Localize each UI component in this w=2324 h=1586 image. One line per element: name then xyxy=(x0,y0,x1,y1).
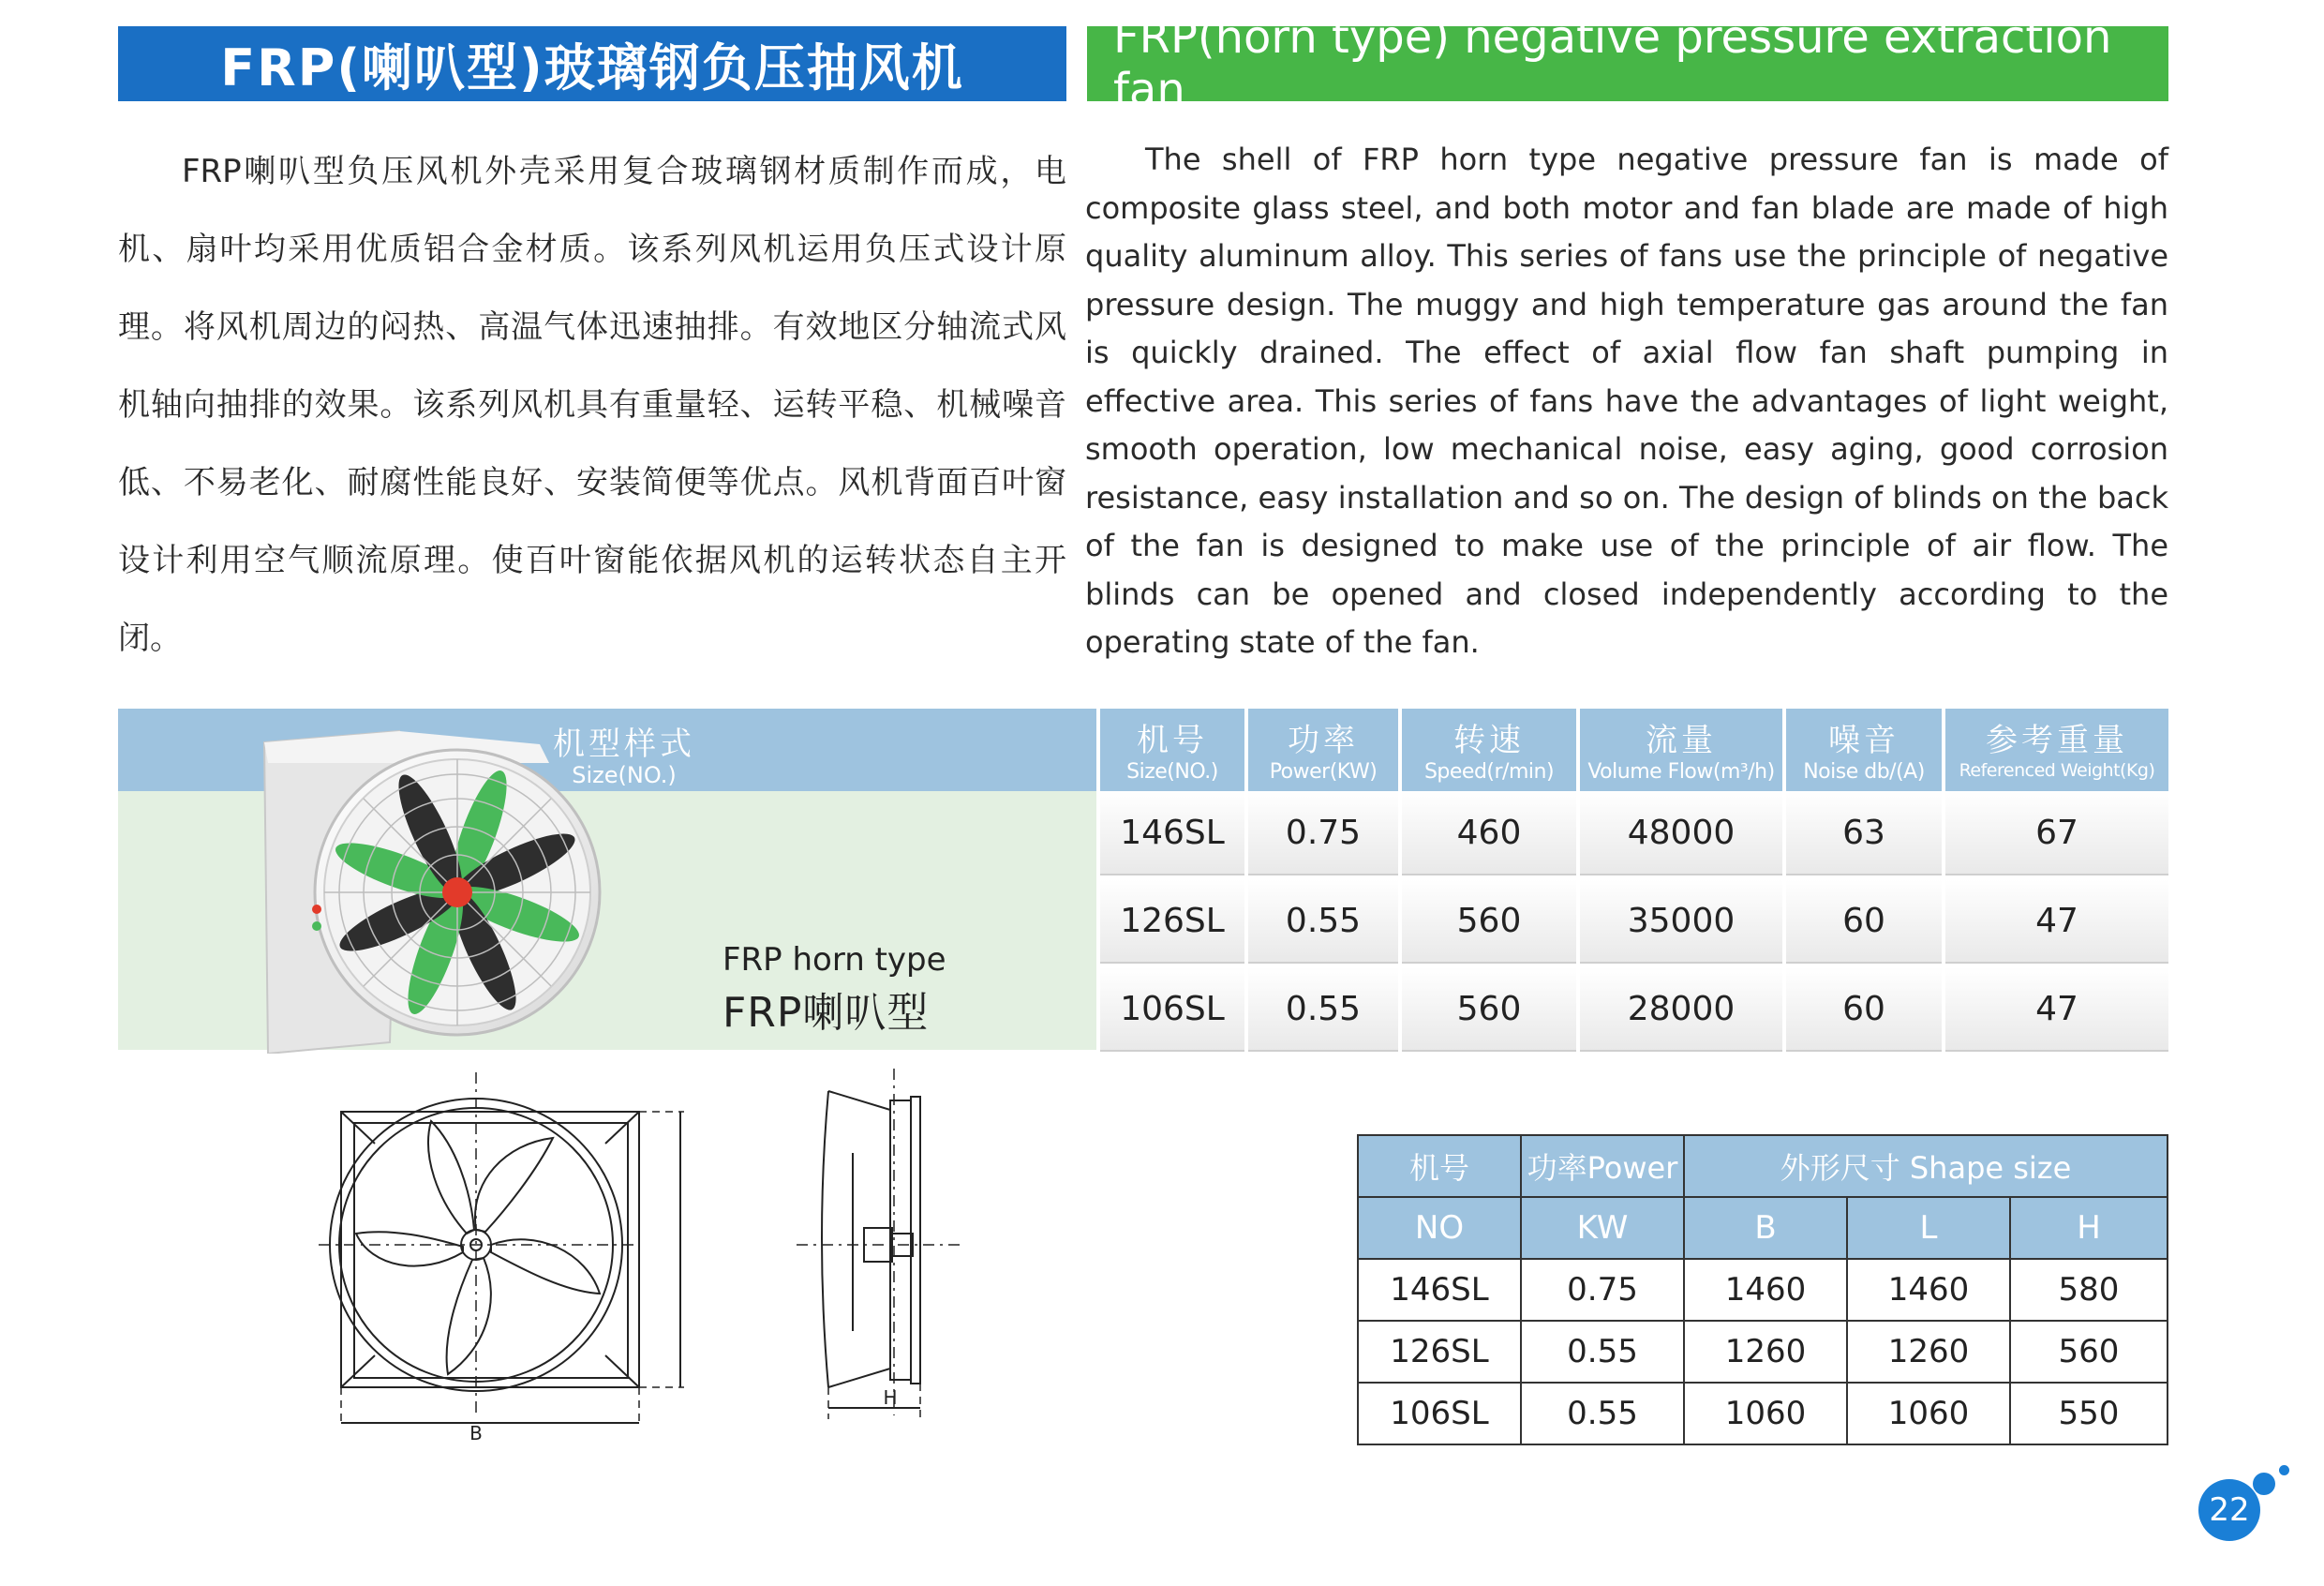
subheader-cell: H xyxy=(2010,1197,2168,1259)
title-english: FRP(horn type) negative pressure extraction fan xyxy=(1087,26,2168,101)
fan-caption-en: FRP horn type xyxy=(723,941,946,979)
subheader-cell: NO xyxy=(1358,1197,1521,1259)
table-cell: 146SL xyxy=(1358,1259,1521,1321)
table-cell: 0.55 xyxy=(1248,967,1398,1052)
table-cell: 60 xyxy=(1786,879,1942,964)
fan-caption-cn: FRP喇叭型 xyxy=(723,989,930,1037)
intro-chinese: FRP喇叭型负压风机外壳采用复合玻璃钢材质制作而成，电机、扇叶均采用优质铝合金材质。该系列风机运用负压式设计原理。将风机周边的闷热、高温气体迅速抽排。有效地区分轴流式风机轴向抽排的效果。该系列风机具有重量轻、运转平稳、机械噪音低、不易老化、耐腐性能良好、安装简便等优点。风机背面百叶窗设计利用空气顺流原理。使百叶窗能依据风机的运转状态自主开闭。 xyxy=(118,153,1066,657)
col-noise xyxy=(1786,709,1942,1050)
table-cell: 580 xyxy=(2010,1259,2168,1321)
header-shape-size: 外形尺寸 Shape size xyxy=(1684,1135,2168,1197)
intro-english: The shell of FRP horn type negative pressure fan is made of composite glass steel, and both motor and fan blade are made of high quality aluminum alloy. This series of fans use the principle of negative pressure design. The muggy and high temperature gas around the fan is quickly drained. The effect of axial flow fan shaft pumping in effective area. This series of fans have the advantages of light weight, smooth operation, low mechanical noise, easy aging, good corrosion resistance, easy installation and so on. The design of blinds on the back of the fan is designed to make use of the principle of air flow. The blinds can be opened and closed independently according to the operating state of the fan. xyxy=(1085,142,2168,660)
table-cell: 0.75 xyxy=(1521,1259,1684,1321)
dimension-h-label: H xyxy=(883,1386,898,1409)
header-no: 机号 xyxy=(1358,1135,1521,1197)
table-cell: 1260 xyxy=(1684,1321,1847,1383)
dimension-table xyxy=(1357,1134,2168,1445)
subheader-cell: L xyxy=(1847,1197,2010,1259)
col-header: 噪音 Noise db/(A) xyxy=(1786,709,1942,791)
table-row xyxy=(1358,1321,2168,1383)
dimension-subheader-row xyxy=(1358,1197,2168,1259)
col-header: 转速 Speed(r/min) xyxy=(1402,709,1576,791)
table-cell: 0.75 xyxy=(1248,791,1398,875)
table-cell: 1460 xyxy=(1684,1259,1847,1321)
dimension-header-row xyxy=(1358,1135,2168,1197)
table-cell: 67 xyxy=(1945,791,2168,875)
dimension-b-label: B xyxy=(469,1422,483,1444)
table-cell: 1060 xyxy=(1684,1383,1847,1444)
table-cell: 550 xyxy=(2010,1383,2168,1444)
decorative-dot xyxy=(2279,1465,2289,1475)
col-header: 功率 Power(KW) xyxy=(1248,709,1398,791)
col-weight xyxy=(1945,709,2168,1050)
table-cell: 1460 xyxy=(1847,1259,2010,1321)
table-cell: 0.55 xyxy=(1521,1321,1684,1383)
fan-caption xyxy=(723,941,946,1039)
col-header: 参考重量 Referenced Weight(Kg) xyxy=(1945,709,2168,791)
decorative-dot xyxy=(2253,1473,2275,1495)
table-cell: 0.55 xyxy=(1521,1383,1684,1444)
table-cell: 28000 xyxy=(1580,967,1782,1052)
table-cell: 1260 xyxy=(1847,1321,2010,1383)
title-chinese: FRP(喇叭型)玻璃钢负压抽风机 xyxy=(118,26,1066,101)
table-row xyxy=(1358,1259,2168,1321)
table-cell: 106SL xyxy=(1100,967,1244,1052)
subheader-cell: B xyxy=(1684,1197,1847,1259)
table-cell: 0.55 xyxy=(1248,879,1398,964)
table-cell: 146SL xyxy=(1100,791,1244,875)
col-power xyxy=(1248,709,1398,1050)
table-cell: 560 xyxy=(1402,879,1576,964)
model-style-title-en: Size(NO.) xyxy=(572,762,677,788)
page-number-badge: 22 xyxy=(2198,1479,2260,1541)
col-header: 流量 Volume Flow(m³/h) xyxy=(1580,709,1782,791)
subheader-cell: KW xyxy=(1521,1197,1684,1259)
model-style-title-cn: 机型样式 xyxy=(553,726,695,763)
table-cell: 126SL xyxy=(1358,1321,1521,1383)
table-cell: 106SL xyxy=(1358,1383,1521,1444)
model-style-column xyxy=(118,709,1096,1050)
col-size xyxy=(1100,709,1244,1050)
side-view-drawing xyxy=(797,1069,1012,1425)
table-cell: 60 xyxy=(1786,967,1942,1052)
table-cell: 1060 xyxy=(1847,1383,2010,1444)
fan-photo-illustration xyxy=(259,726,699,1054)
col-volume-flow xyxy=(1580,709,1782,1050)
col-speed xyxy=(1402,709,1576,1050)
table-cell: 560 xyxy=(2010,1321,2168,1383)
table-cell: 460 xyxy=(1402,791,1576,875)
table-cell: 47 xyxy=(1945,967,2168,1052)
table-cell: 126SL xyxy=(1100,879,1244,964)
table-cell: 35000 xyxy=(1580,879,1782,964)
product-spec-table xyxy=(118,709,2168,1050)
table-cell: 63 xyxy=(1786,791,1942,875)
table-cell: 560 xyxy=(1402,967,1576,1052)
front-view-drawing xyxy=(319,1069,703,1444)
col-header: 机号 Size(NO.) xyxy=(1100,709,1244,791)
header-power: 功率Power xyxy=(1521,1135,1684,1197)
table-row xyxy=(1358,1383,2168,1444)
table-cell: 47 xyxy=(1945,879,2168,964)
table-cell: 48000 xyxy=(1580,791,1782,875)
